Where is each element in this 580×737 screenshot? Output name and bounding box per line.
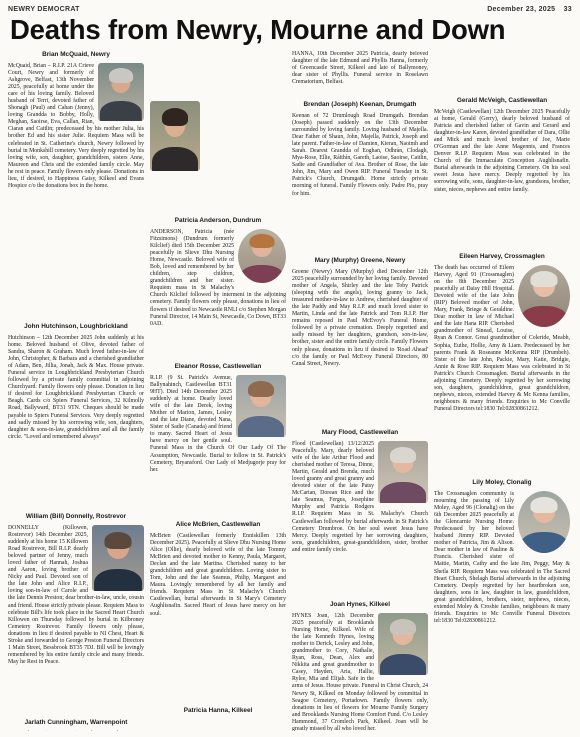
obituary-title: John Hutchinson, Loughbrickland — [24, 323, 128, 330]
portrait-photo — [378, 441, 428, 503]
masthead-paper: NEWRY DEMOCRAT — [8, 6, 80, 13]
obituary-notice — [150, 521, 286, 701]
obituary-title: Brendan (Joseph) Keenan, Drumgath — [303, 101, 417, 108]
obituary-title: Eileen Harvey, Crossmaglen — [459, 253, 545, 260]
obituary-notice-continued — [150, 51, 286, 211]
obituary-notice — [434, 479, 570, 719]
column-1 — [8, 51, 144, 731]
obituary-text: McVeigh (Castlewellan) 12th December 2025 Peacefully at home, Gerald (Gerry), dearly beloved husband of Patricia and cherished father of Gavin and Gerard and daughter-in-law Karen, devoted grandfather of Dara, Ollie and Mick and much loved brother of Joe, Marie O'Gorman and the late Anne Magennis, and Frances Denver R.I.P. Requiem Mass was celebrated in the Church of the Immaculate Conception Aughlisnafin. Burial afterwards in the adjoining Cemetery. On his soul sweet Jesus have mercy. Deeply regretted by his sorrowing wife, sons, daughter-in-law, grandsons, brother, sister, nieces, nephews and entire family. — [434, 109, 570, 193]
portrait-photo — [238, 229, 286, 283]
masthead-date: December 23, 2025 — [487, 6, 556, 13]
obituary-text: The death has occurred of Eileen Harvey, Aged 91 (Crossmaglen) on the 8th December 2025 peacefully at Daisy Hill Hospital. Devoted wife of the late John (RIP) Beloved mother of John, Mary, Frank, Briege & Geraldine. Dear mother in law of Michael and the late Hana RIP. Cherished grandmother of Sinead, Louise, Ryan & Connor. Great grandmother of Coleride, Meabh, Sophia, Euthe, Hollie, Amy & Liam. Predeceased by her parents Frank & Roseanne McKenna RIP (Drumbeh). Sister of the late John, Packie, Mary, Katie, Bridgie, Annie & Rose RIP. Requiem Mass was celebrated in St Patrick's Church Crossmaglen. Burial afterwards in the adjoining Cemetery. Deeply regretted by her sorrowing son, daughters, grandchildren, great grandchildren, nephews, nieces, extended Harvey & Mc Kenna families, neighbours & many friends. Enquiries to Mc Conville Funeral Directors tel:1830 Tel:02830861212. — [434, 265, 570, 412]
column-3 — [292, 51, 428, 731]
masthead — [8, 4, 572, 13]
obituary-text: HANNA, 10th December 2025 Patricia, dearly beloved daughter of the late Edmund and Phyllis Hanna, formerly of Greencastle Street, Kilkeel and late of Ballymoney, dear sister of Phyllis. Funeral service in Roselawn Crematorium, Belfast. — [292, 51, 428, 86]
obituary-notice — [292, 101, 428, 251]
portrait-photo — [98, 63, 144, 121]
portrait-photo — [92, 525, 144, 591]
obituary-title: Patricia Hanna, Kilkeel — [183, 707, 253, 714]
column-2 — [150, 51, 286, 731]
obituary-text: Keenan of 72 Drumlough Road Drumgath. Brendan (Joseph) passed suddenly on the 13th December surrounded by loving family. Loving husband of Majella. Dear Father of Shaun, John, Majella, Patrick, Joseph and late parent. Father-in-law of Damien, Kieran, Naoimh and Sarah. Dearest Grandda of Eoghan, Odhrán, Clodagh, Mya-Rose, Ellie, Ráithín, Gareth, Laoise, Saoirse, Caitlin, Sadie and Grandfather of Ava. Brother of Rose, the late John, Jim, Mary and Owen RIP. Funeral Tuesday in St. Patrick's Church, Drumgath. Home strictly private morning of funeral. Family Flowers only. Padre Pio, pray for him. — [292, 113, 428, 197]
page-headline: Deaths from Newry, Mourne and Down — [10, 14, 506, 45]
obituary-title: Mary (Murphy) Greene, Newry — [314, 257, 406, 264]
obituary-title: William (Bill) Donnelly, Rostrevor — [25, 513, 127, 520]
column-4 — [434, 51, 570, 731]
obituary-title: Eleanor Rosse, Castlewellan — [174, 363, 262, 370]
obituary-notice — [292, 601, 428, 731]
obituary-notice — [8, 513, 144, 713]
obituary-title: Gerald McVeigh, Castlewellan — [456, 97, 548, 104]
portrait-photo — [236, 375, 286, 437]
obituary-text: ANDERSON, Patricia (née Fitzsimons) (Dundrum formerly Kilclief) died 15th December 2025 peacefully in Slieve Dhu Nursing Home, Newcastle. Beloved wife of Bob, loved and remembered by her children, step children, grandchildren and her sister. Requiem mass in St Malachy's Church Kilclief followed by interment in the adjoining cemetery. Family flowers only please, donations in lieu of flowers if desired to Newcastle RNLI c/o Stephen Morgan Funeral Director, 14 Main St, Newcastle, Co Down, BT33 0AD. — [150, 229, 286, 327]
obituary-columns — [8, 51, 572, 731]
obituary-title: Lily Moley, Clonalig — [472, 479, 532, 486]
obituary-notice — [8, 323, 144, 507]
obituary-title: Jarlath Cunningham, Warrenpoint — [24, 719, 128, 726]
portrait-photo — [518, 491, 570, 553]
obituary-text: Flood (Castlewellan) 13/12/2025 Peacefully. Mary, dearly beloved wife of the late Arthur Flood and cherished mother of Teresa, Dinne, Martin, Gerald and Brenda, much loved granny and great granny and devoted sister of the late Patsy McCartan, Dorean Rice and the late Seamus, Fergus, Josephine Murphy and Patricia Rodgers R.I.P. Requiem Mass in St. Malachy's Church Castlewellan followed by burial afterwards in St Patrick's Cemetery Drumbroe. On her soul sweet Jesus have Mercy. Deeply regretted by her sorrowing daughters, sons, grandchildren, great-grandchildren, sister, brother and entire family circle. — [292, 441, 428, 553]
obituary-text: DONNELLY (Killowen, Rostrevor) 14th December 2025, suddenly at his home 15 Killowen Road Rostrevor, Bill R.I.P. dearly beloved partner of Jenny, much loved father of Hannah, Joshua and Aaron, loving brother of Nicky and Paul. Devoted son of the late John and Alice R.I.P., loving son-in-law of Carole and the late Dennis Preston; dear brother-in-law, uncle, cousin and friend. House strictly private please. Requiem Mass to celebrate Bill's life took place in the Sacred Heart Church Killowen on Thursday followed by burial in Kilbroney Cemetery Rostrevor. Family flowers only please, donations in lieu if desired payable to NI Chest, Heart & Stroke and forwarded to George Preston Funeral Directors 1 Main Street, Bessbrook BT35 7DJ. Bill will be lovingly remembered by his entire family circle and many friends. May he Rest in Peace. — [8, 525, 144, 665]
obituary-notice — [434, 253, 570, 473]
obituary-notice — [150, 363, 286, 515]
portrait-photo — [378, 613, 428, 675]
obituary-notice — [8, 51, 144, 317]
obituary-text: McQuaid, Brian – R.I.P. 21A Crieve Court, Newry and formerly of Ashgrove, Belfast, 13th November 2025, peacefully at home under the care of his loving family. Beloved husband of Terri, devoted father of Shonagh (Paul) and Cahan (Jenny), loving Grandda to Bobby, Holly, Meghan, Saoirse, Eva, Callan, Rian, Ciaran and Caitlin; predeceased by his mother Julia, his brother Ed and his sister Julie. Requiem Mass will be celebrated in St. Catherine's church, Newry followed by burial in Monkshill cemetery. Very deeply regretted by his loving wife, son, daughter, grandchildren, sisters Anne, Maureen and Chris and the extended family circle. May he rest in peace. Family flowers only please. Donations in lieu, if desired, to Happiness Gaisy, Kilkeel and Evans Hospice c/o the donations box in the home. — [8, 63, 144, 189]
obituary-text: R.I.P. (9 St. Patrick's Avenue, Ballynahinch, Castlewellan BT31 9HT). Died 14th December 2025 suddenly at home. Dearly loved wife of the late Derek, loving Mother of Marion, James, Lesley and the late Diane, devoted Nana, Sister of Sadie (Canada) and friend to many. Sacred Heart of Jesus have mercy on her gentle soul. Funeral Mass in the Church Of Our Lady Of The Assumption, Newcastle. Burial to follow in St. Patrick's Cemetery, Bryansford. Our Lady of Medjugorje pray for her. — [150, 375, 286, 473]
obituary-notice-continued — [292, 51, 428, 95]
obituary-title: Joan Hynes, Kilkeel — [329, 601, 391, 608]
obituary-notice — [8, 719, 144, 731]
masthead-page-number: 33 — [563, 6, 572, 13]
obituary-text: Greene (Newry) Mary (Murphy) died December 12th 2025 peacefully surrounded by her loving family. Devoted mother of Angela, Shirley and the late Toby Patrick (sleeping with the angels), loving granny to Jack, treasured mother-in-law to Andrew, cherished daughter of the late Paddy and May R.I.P. and much loved sister to Martin, Linda and the late Patrick and Tom R.I.P. Her remains reposed in Paul McEvoy's Funeral Home, followed by a private cremation. Deeply regretted and sadly missed by her daughters, grandson, son-in-law, brother, sister and the entire family circle. Family Flowers only please, donations in lieu if desired to 'Road Ahead' c/o the family or Paul McEvoy Funeral Directors, 80 Canal Street, Newry. — [292, 269, 428, 367]
obituary-notice — [150, 707, 286, 721]
obituary-title: Mary Flood, Castlewellan — [321, 429, 399, 436]
obituary-notice — [150, 217, 286, 357]
portrait-photo — [518, 265, 570, 327]
obituary-text: The Crossmaglen community is mourning the passing of Lily Moley, Aged 96 (Clonalig) on the 6th December 2025 peacefully at the Glencarnie Nursing Home. Predeceased by her beloved husband Jimmy RIP. Devoted mother of Patricia, Jim & Alison. Dear mother in law of Pauline & Francis. Cherished sister of Mattie, Martin, Cathy and the late Jim, Peggy, May & Sheila RIP. Requiem Mass was celebrated in The Sacred Heart Church, Shelagh Burial afterwards in the adjoining Cemetery. Deeply regretted by her heartbroken son, daughters, sons in law, daughter in law, grandchildren, great grandchildren, brothers, sister, nephews, nieces, extended Moley & Crosbie families, neighbours & many friends. Enquiries to Mc Conville Funeral Directors tel:1830 Tel:02830861212. — [434, 491, 570, 624]
obituary-text: Hutchinson – 12th December 2025 John suddenly at his home. Beloved husband of Olive, devoted father of Sandra, Sharon & Graham. Much loved father-in-law of John, Christopher, & Barbara and a cherished grandfather of Adam, Ben, Jillia, Jonah, Jack & Max. House private. Funeral service in Loughbrickland Presbyterian Church followed by a private family committal in adjoining Churchyard. Family flowers only please. Donation in lieu if desired for Loughbrickland Presbyterian Church or Beagh. Cards c/o Spiers Funeral Services, 32 Kilmolly Road, Ballyward, BT31 9TN. Cheques should be made payable to Spiers Funeral Services. Very deeply regretted and sadly missed by his sorrowing wife, son, daughters, daughter & sons-in-law, grandchildren and all the family circle. "Loved and remembered always" — [8, 335, 144, 440]
obituary-text: HYNES Joan, 12th December 2025 peacefully at Brooklands Nursing Home, Kilkeel. Wife of the late Kenneth Hynes, loving mother to Derick, Lesley and John, grandmother to Cory, Nathalie, Ryan, Ross, Dean, Alex and Nikkita and great grandmother to Casey, Hayden, Aria, Hallie, Rylee, Mia and Elijah. Safe in the arms of Jesus. House private. Funeral in Christ Church, 24 Newry St, Kilkeel on Monday followed by committal in Seagoe Cemetery, Portadown. Family flowers only, donations in lieu of flowers for Mourne Family Surgery and Brooklands Nursing Home Comfort Fund. C/o Lesley Hammond, 37 Cromlech Park, Kilkeel. Joan will be greatly missed by all who loved her. — [292, 613, 428, 731]
obituary-notice — [292, 257, 428, 423]
portrait-photo — [150, 101, 200, 171]
obituary-title: Brian McQuaid, Newry — [42, 51, 110, 58]
obituary-notice-continued — [434, 51, 570, 91]
obituary-notice — [292, 429, 428, 595]
obituary-title: Alice McBrien, Castlewellan — [175, 521, 261, 528]
obituary-notice — [434, 97, 570, 247]
obituary-title: Patricia Anderson, Dundrum — [174, 217, 262, 224]
obituary-text: McBrien (Castlewellan formerly Enniskillen 13th December 2025). Peacefully at Slieve Dhu Nursing Home Alice (Ollie), dearly beloved wife of the late Tommy McBrien and devoted mother to Kenny, Paula, Margaret, Declan and the late Martina. Cherished nanny to her grandchildren and great grandchildren. Loving sister to Tom, John and the late Seamus, Philip, Margaret and Maura. Lovingly remembered by all her family and friends. Requiem Mass in St Malachy's Church Castlewellan, burial afterwards in St Mary's Cemetery Aughlisnafin. Sacred Heart of Jesus have mercy on her soul. — [150, 533, 286, 617]
masthead-date-page — [487, 6, 572, 13]
